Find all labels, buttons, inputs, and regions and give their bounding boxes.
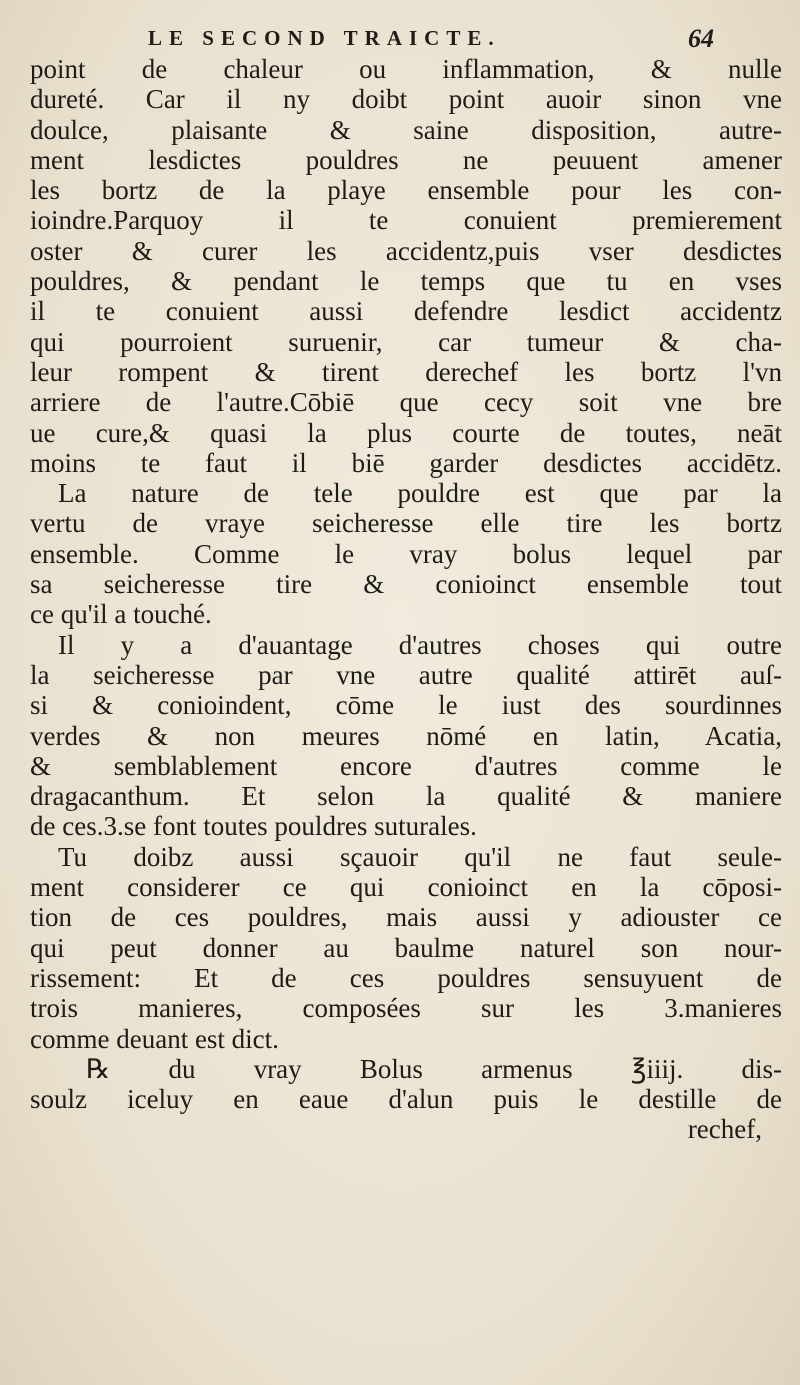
text-line: verdes & non meures nōmé en latin, Acatia, [30, 720, 782, 751]
text-line: ue cure,& quasi la plus courte de toutes, neāt [30, 417, 782, 448]
text-line: ment lesdictes pouldres ne peuuent amener [30, 144, 782, 175]
text-line: rissement: Et de ces pouldres sensuyuent de [30, 962, 782, 993]
text-line: dureté. Car il ny doibt point auoir sinon vne [30, 84, 782, 115]
paragraph-start-line: Tu doibz aussi sçauoir qu'il ne faut seule- [58, 841, 782, 872]
text-line: si & conioindent, cōme le iust des sourdinnes [30, 690, 782, 721]
text-line: qui peut donner au baulme naturel son nour- [30, 932, 782, 963]
text-line: qui pourroient suruenir, car tumeur & cha- [30, 326, 782, 357]
text-line: tion de ces pouldres, mais aussi y adiouster ce [30, 902, 782, 933]
text-line: ioindre.Parquoy il te conuient premierement [30, 205, 782, 236]
text-line: soulz iceluy en eaue d'alun puis le destille de [30, 1084, 782, 1115]
paragraph-start-line: La nature de tele pouldre est que par la [58, 478, 782, 509]
text-line: ensemble. Comme le vray bolus lequel par [30, 538, 782, 569]
page-number: 64 [688, 24, 714, 53]
text-line: leur rompent & tirent derechef les bortz l'vn [30, 356, 782, 387]
paragraph-start-line: Il y a d'auantage d'autres choses qui outre [58, 629, 782, 660]
text-line: pouldres, & pendant le temps que tu en vses [30, 266, 782, 297]
text-line: la seicheresse par vne autre qualité attirēt auſ- [30, 659, 782, 690]
text-line: arriere de l'autre.Cōbiē que cecy soit vne bre [30, 387, 782, 418]
text-line: dragacanthum. Et selon la qualité & maniere [30, 781, 782, 812]
text-line: moins te faut il biē garder desdictes accidētz. [30, 447, 782, 478]
text-line: il te conuient aussi defendre lesdict accidentz [30, 296, 782, 327]
text-line: vertu de vraye seicheresse elle tire les bortz [30, 508, 782, 539]
running-title: LE SECOND TRAICTE. [148, 26, 501, 50]
body-text [30, 54, 782, 1145]
paragraph-end-line: de ces.3.se font toutes pouldres suturales. [30, 811, 477, 842]
text-line: oster & curer les accidentz,puis vser desdictes [30, 235, 782, 266]
text-line: doulce, plaisante & saine disposition, autre- [30, 114, 782, 145]
text-line: les bortz de la playe ensemble pour les con- [30, 175, 782, 206]
text-line: point de chaleur ou inflammation, & nulle [30, 54, 782, 84]
text-line: sa seicheresse tire & conioinct ensemble tout [30, 569, 782, 600]
catchword: rechef, [687, 1114, 762, 1145]
text-line: & semblablement encore d'autres comme le [30, 750, 782, 781]
paragraph-end-line: ce qu'il a touché. [30, 599, 212, 630]
recipe-line: ℞ du vray Bolus armenus ℥iiij. dis- [86, 1053, 782, 1084]
text-line: trois manieres, composées sur les 3.manieres [30, 993, 782, 1024]
paragraph-end-line: comme deuant est dict. [30, 1023, 279, 1054]
text-line: ment considerer ce qui conioinct en la cōposi- [30, 872, 782, 903]
running-head [148, 14, 748, 54]
